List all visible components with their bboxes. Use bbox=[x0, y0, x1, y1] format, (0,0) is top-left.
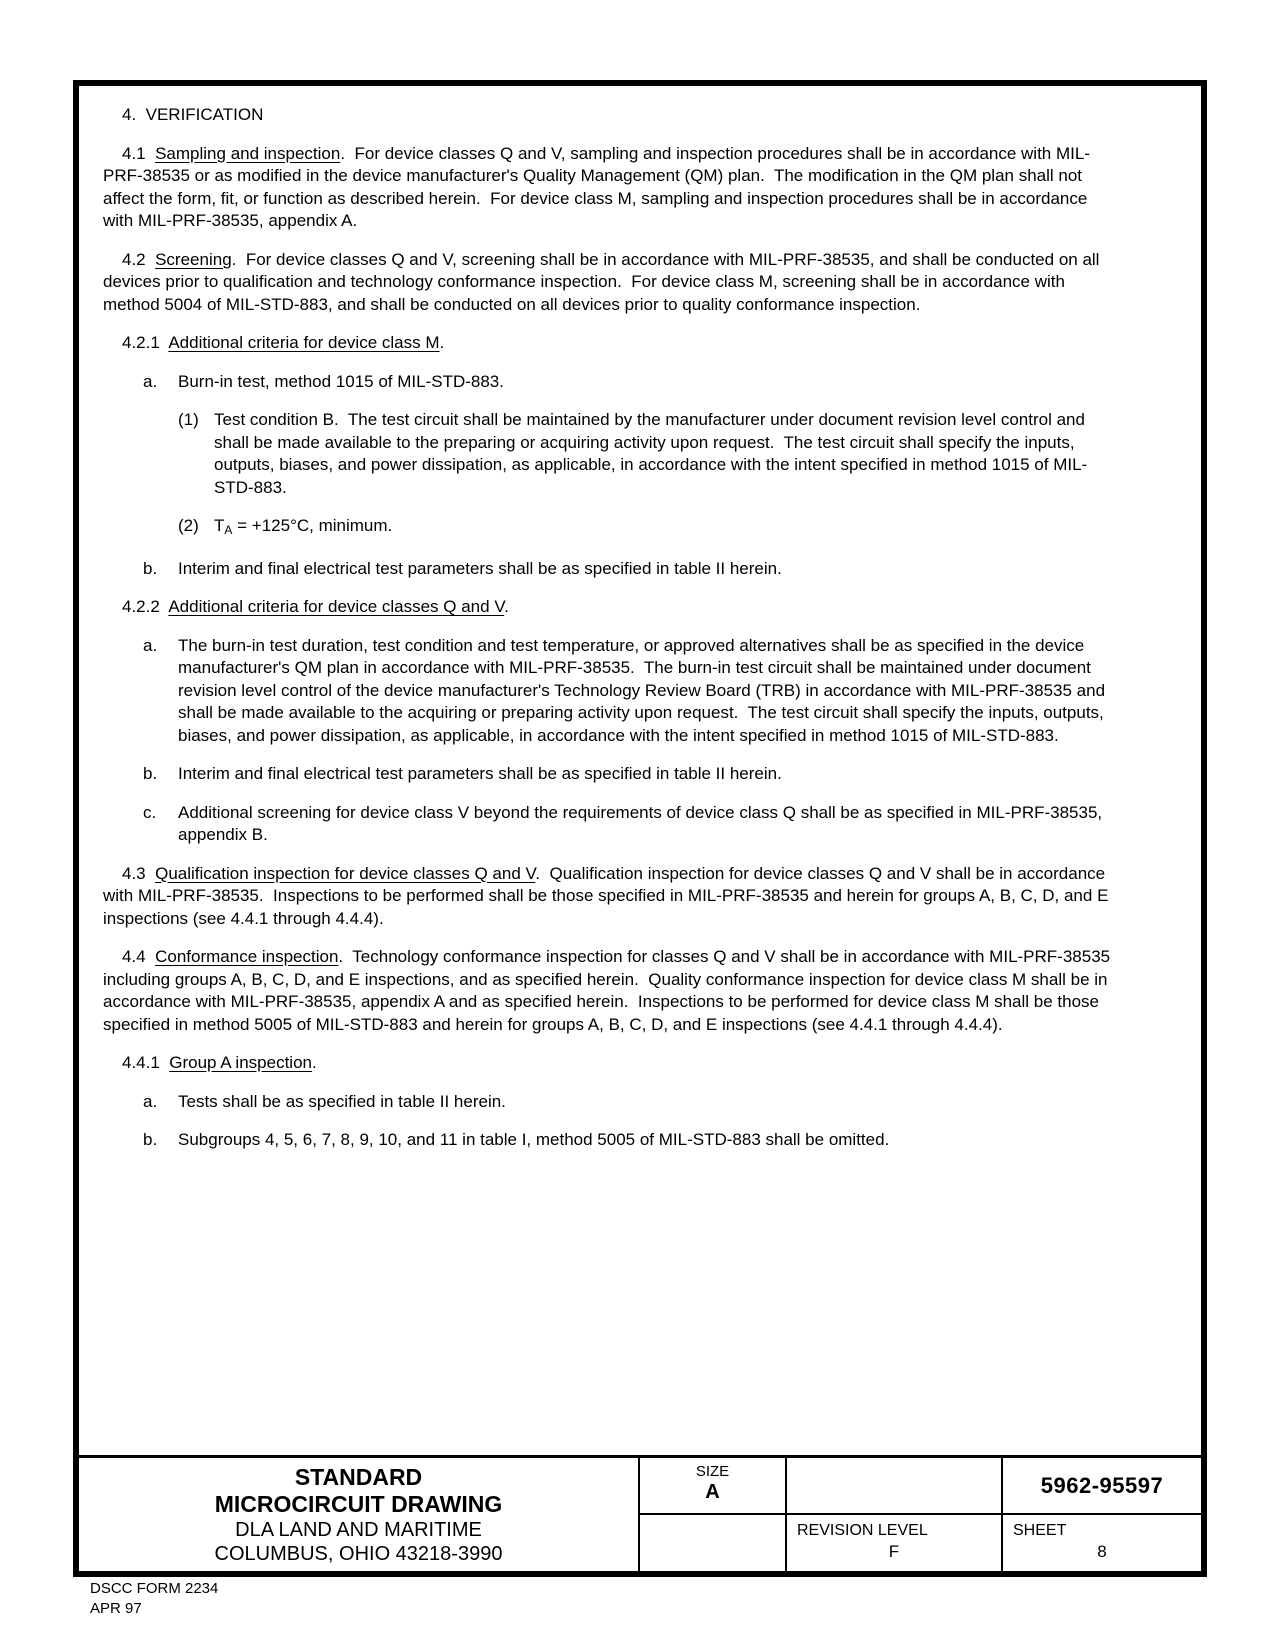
empty-cell-above-revision bbox=[787, 1458, 1001, 1515]
section-4-2-2 bbox=[103, 596, 1117, 619]
section-4-2-1 bbox=[103, 332, 1117, 355]
size-value: A bbox=[705, 1481, 720, 1503]
item-label: a. bbox=[143, 371, 158, 391]
title-block bbox=[79, 1455, 1201, 1571]
item-label: b. bbox=[143, 764, 158, 783]
section-heading-text: 4. VERIFICATION bbox=[122, 105, 264, 124]
section-4-2 bbox=[103, 249, 1117, 317]
section-4-4 bbox=[103, 946, 1117, 1036]
title-block-revision-column bbox=[787, 1458, 1003, 1571]
org-address-line1: DLA LAND AND MARITIME bbox=[235, 1518, 482, 1541]
list-item-2-temperature bbox=[103, 515, 1117, 542]
title-block-number-column bbox=[1003, 1458, 1201, 1571]
title-block-size-column bbox=[640, 1458, 787, 1571]
item-label: c. bbox=[143, 802, 157, 822]
item-label: (1) bbox=[178, 410, 199, 429]
section-text: . For device classes Q and V, sampling and inspection procedures shall be in accordance with MIL-PRF-38535 or as modified in the device manufacturer's Quality Management (QM) plan. The modification in the QM plan shall not affect the form, fit, or function as described herein. For device class M, sampling and inspection procedures shall be in accordance with MIL-PRF-38535, appendix A. bbox=[103, 143, 1093, 230]
list-item-a-tests bbox=[103, 1091, 1117, 1114]
item-text-pre: T bbox=[214, 516, 225, 535]
revision-cell bbox=[787, 1515, 1001, 1571]
list-item-1-test-condition bbox=[103, 409, 1117, 499]
item-label: b. bbox=[143, 1130, 158, 1149]
section-text: . bbox=[311, 1053, 317, 1072]
title-block-org-cell bbox=[79, 1458, 640, 1571]
item-text: Tests shall be as specified in table II herein. bbox=[178, 1091, 506, 1111]
section-title: Conformance inspection bbox=[155, 947, 339, 966]
item-text: The burn-in test duration, test condition and test temperature, or approved alternatives shall be as specified in the device manufacturer's QM plan in accordance with MIL-PRF-38535. The burn-in test circuit shall be maintained under document revision level control of the device manufacturer's Technology Review Board (TRB) in accordance with MIL-PRF-38535 and shall be made available to the acquiring or preparing activity upon request. The test circuit shall specify the inputs, outputs, biases, and power dissipation, as applicable, in accordance with the intent specified in method 1015 of MIL-STD-883. bbox=[178, 635, 1110, 745]
document-body bbox=[103, 104, 1117, 1168]
org-name-line2: MICROCIRCUIT DRAWING bbox=[214, 1490, 503, 1517]
sheet-value: 8 bbox=[1097, 1542, 1107, 1561]
form-date: APR 97 bbox=[90, 1600, 142, 1617]
section-text: . bbox=[439, 333, 445, 352]
item-text: Interim and final electrical test parameters shall be as specified in table II herein. bbox=[178, 764, 782, 783]
page-frame bbox=[73, 80, 1207, 1577]
section-title: Sampling and inspection bbox=[155, 143, 341, 163]
drawing-number-cell bbox=[1003, 1458, 1201, 1515]
list-item-b-interim bbox=[103, 558, 1117, 581]
item-text: Interim and final electrical test parameters shall be as specified in table II herein. bbox=[178, 558, 782, 578]
section-4-1 bbox=[103, 143, 1117, 233]
revision-label: REVISION LEVEL bbox=[797, 1522, 928, 1539]
section-title: Screening bbox=[155, 249, 232, 269]
section-title: Additional criteria for device class M bbox=[168, 333, 440, 352]
revision-value: F bbox=[888, 1542, 900, 1561]
section-text: . Technology conformance inspection for classes Q and V shall be in accordance with MIL-PRF-38535 including groups A, B, C, D, and E inspections, and as specified herein. Quality conformance inspection for device class M shall be in accordance with MIL-PRF-38535, appendix A and as specified herein. Inspections to be performed for device class M shall be those specified in method 5005 of MIL-STD-883 and herein for groups A, B, C, D, and E inspections (see 4.4.1 through 4.4.4). bbox=[103, 947, 1115, 1034]
section-title: Additional criteria for device classes Q and V bbox=[168, 597, 505, 616]
size-cell bbox=[640, 1458, 785, 1515]
item-text: Burn-in test, method 1015 of MIL-STD-883. bbox=[178, 371, 504, 391]
section-number: 4.4 bbox=[122, 947, 156, 966]
list-item-c-additional-screening bbox=[103, 802, 1117, 847]
size-label: SIZE bbox=[695, 1463, 730, 1480]
section-number: 4.2.1 bbox=[122, 333, 169, 352]
item-label: a. bbox=[143, 635, 158, 655]
list-item-b-subgroups bbox=[103, 1129, 1117, 1152]
section-number: 4.2 bbox=[122, 249, 156, 269]
org-name-line1: STANDARD bbox=[294, 1463, 423, 1490]
section-title: Qualification inspection for device classes Q and V bbox=[155, 863, 536, 883]
list-item-b-interim-2 bbox=[103, 763, 1117, 786]
drawing-number: 5962-95597 bbox=[1040, 1472, 1164, 1498]
item-text: Additional screening for device class V beyond the requirements of device class Q shall be as specified in MIL-PRF-38535, appendix B. bbox=[178, 802, 1107, 844]
item-label: a. bbox=[143, 1091, 158, 1111]
item-text-subscript: A bbox=[224, 523, 233, 537]
sheet-cell bbox=[1003, 1515, 1201, 1571]
sheet-label: SHEET bbox=[1013, 1522, 1067, 1539]
list-item-a-burn-in bbox=[103, 371, 1117, 394]
item-text-post: = +125°C, minimum. bbox=[232, 516, 393, 535]
section-4-4-1 bbox=[103, 1052, 1117, 1075]
section-number: 4.1 bbox=[122, 143, 156, 163]
item-text: Subgroups 4, 5, 6, 7, 8, 9, 10, and 11 in table I, method 5005 of MIL-STD-883 shall be omitted. bbox=[178, 1130, 890, 1149]
section-heading-verification bbox=[103, 104, 1117, 127]
section-number: 4.2.2 bbox=[122, 597, 169, 616]
section-text: . bbox=[504, 597, 509, 616]
item-text: Test condition B. The test circuit shall be maintained by the manufacturer under document revision level control and shall be made available to the preparing or acquiring activity upon request. The test circuit shall specify the inputs, outputs, biases, and power dissipation, as applicable, in accordance with the intent specified in method 1015 of MIL-STD-883. bbox=[214, 410, 1090, 497]
section-text: . Qualification inspection for device classes Q and V shall be in accordance with MIL-PRF-38535. Inspections to be performed shall be those specified in MIL-PRF-38535 and herein for groups A, B, C, D, and E inspections (see 4.4.1 through 4.4.4). bbox=[103, 863, 1114, 928]
form-footer bbox=[90, 1579, 218, 1619]
org-address-line2: COLUMBUS, OHIO 43218-3990 bbox=[214, 1542, 503, 1565]
list-item-a-burn-in-duration bbox=[103, 635, 1117, 748]
form-number: DSCC FORM 2234 bbox=[90, 1580, 219, 1597]
item-label: (2) bbox=[178, 516, 199, 535]
section-text: . For device classes Q and V, screening shall be in accordance with MIL-PRF-38535, and shall be conducted on all devices prior to qualification and technology conformance inspection. For device class M, screening shall be in accordance with method 5004 of MIL-STD-883, and shall be conducted on all devices prior to quality conformance inspection. bbox=[103, 249, 1105, 314]
item-label: b. bbox=[143, 558, 158, 578]
empty-cell-below-size bbox=[640, 1515, 785, 1571]
section-4-3 bbox=[103, 863, 1117, 931]
section-number: 4.3 bbox=[122, 863, 156, 883]
section-title: Group A inspection bbox=[169, 1053, 312, 1072]
section-number: 4.4.1 bbox=[122, 1053, 170, 1072]
